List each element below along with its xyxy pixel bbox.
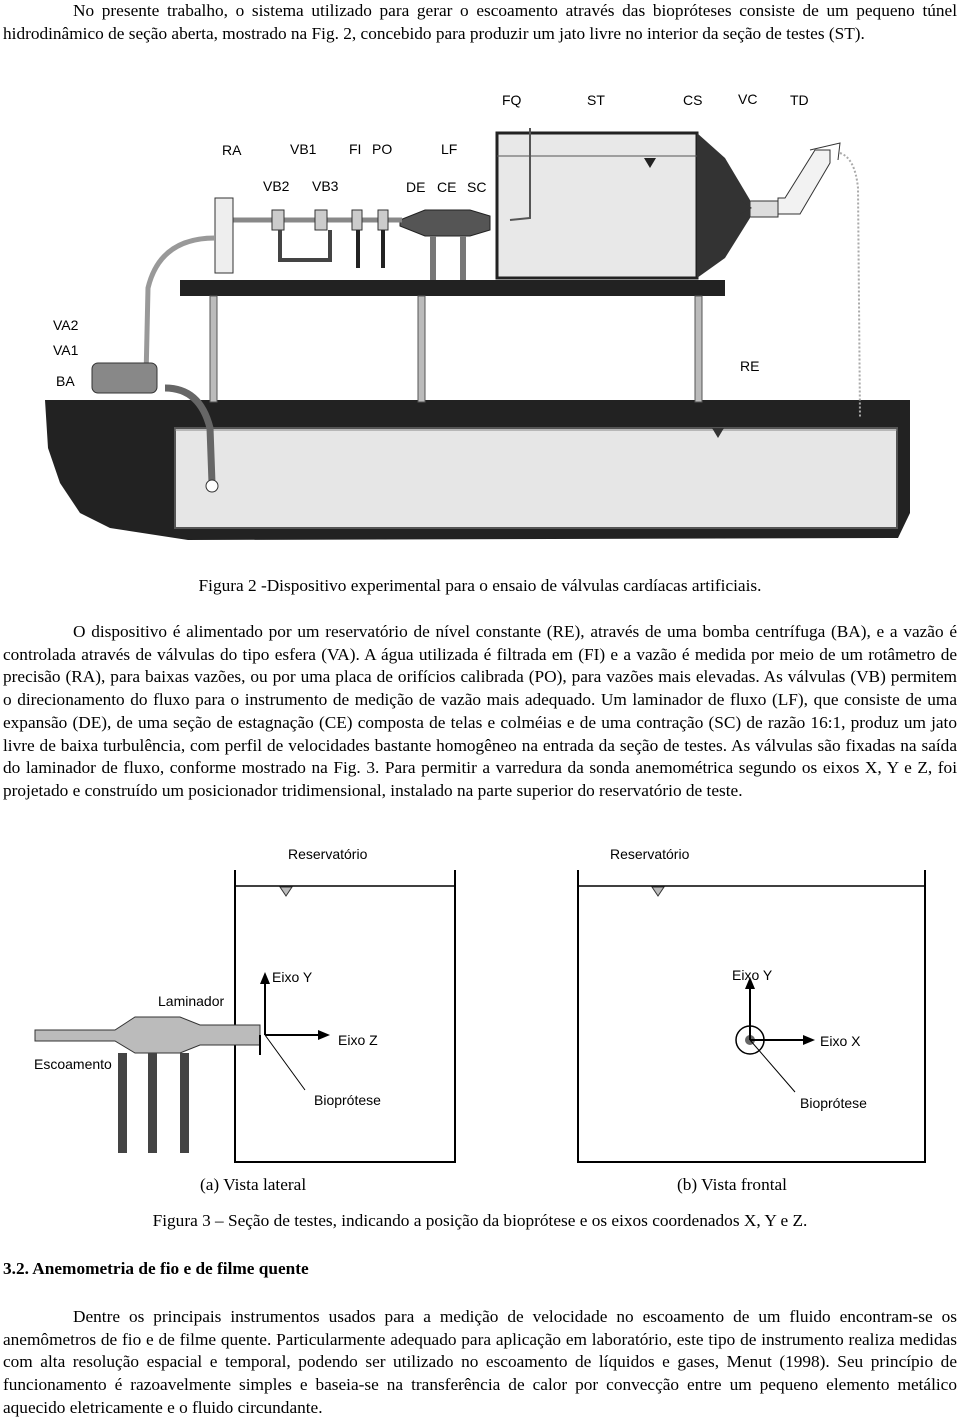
label-bioprotese-left: Bioprótese: [314, 1092, 381, 1108]
body-paragraph: O dispositivo é alimentado por um reservatório de nível constante (RE), através de uma bomba centrífuga (BA), e a vazão é controlada através de válvulas do tipo esfera (VA). A água utilizada é filtrada em (FI) e a vazão é medida por meio de um rotâmetro de precisão (RA), para baixas vazões, ou por uma placa de orifícios calibrada (PO), para vazões mais elevadas. As válvulas (VB) permitem o direcionamento do fluxo para o instrumento de medição de vazão mais adequado. Um laminador de fluxo (LF), que consiste de uma expansão (DE), de uma seção de estagnação (CE) composta de telas e colméias e de uma contração (SC) de razão 16:1, produz um jato livre de baixa turbulência, com perfil de velocidades bastante homogêneo na entrada da seção de testes. As válvulas são fixadas na saída do laminador de fluxo, conforme mostrado na Fig. 3. Para permitir a varredura da sonda anemométrica segundo os eixos X, Y e Z, foi projetado e construído um posicionador tridimensional, instalado na parte superior do reservatório de teste.: [3, 622, 957, 800]
figure-3b-front-view: [570, 842, 930, 1167]
label-ba: BA: [56, 373, 75, 389]
figure-3b-subcaption: (b) Vista frontal: [677, 1175, 787, 1194]
label-vb3: VB3: [312, 178, 339, 194]
figure-3a-subcaption: (a) Vista lateral: [200, 1175, 307, 1194]
intro-paragraph: No presente trabalho, o sistema utilizado para gerar o escoamento através das biopróteses consiste de um pequeno túnel hidrodinâmico de seção aberta, mostrado na Fig. 2, concebido para produzir um jato livre no interior da seção de testes (ST).: [3, 1, 957, 43]
label-eixo-x: Eixo X: [820, 1033, 861, 1049]
label-escoamento: Escoamento: [34, 1056, 112, 1072]
label-po: PO: [372, 141, 393, 157]
label-va2: VA2: [53, 317, 79, 333]
label-vc: VC: [738, 91, 758, 107]
label-st: ST: [587, 92, 605, 108]
label-lf: LF: [441, 141, 458, 157]
figure-2-caption: Figura 2 -Dispositivo experimental para o ensaio de válvulas cardíacas artificiais.: [198, 576, 762, 595]
label-eixo-y-right: Eixo Y: [732, 967, 773, 983]
label-vb2: VB2: [263, 178, 290, 194]
label-eixo-z: Eixo Z: [338, 1032, 378, 1048]
label-td: TD: [790, 92, 809, 108]
label-vb1: VB1: [290, 141, 317, 157]
label-reservatorio-right: Reservatório: [610, 846, 690, 862]
figure-2-apparatus-diagram: [40, 88, 920, 553]
label-reservatorio-left: Reservatório: [288, 846, 368, 862]
label-ra: RA: [222, 142, 242, 158]
figure-3-caption: Figura 3 – Seção de testes, indicando a posição da bioprótese e os eixos coordenados X, Y e Z.: [152, 1211, 808, 1230]
figure-3a-side-view: [30, 842, 460, 1167]
label-re: RE: [740, 358, 760, 374]
label-laminador: Laminador: [158, 993, 225, 1009]
label-ce: CE: [437, 179, 457, 195]
label-va1: VA1: [53, 342, 79, 358]
label-de: DE: [406, 179, 426, 195]
section-heading: 3.2. Anemometria de fio e de filme quente: [3, 1259, 309, 1278]
label-bioprotese-right: Bioprótese: [800, 1095, 867, 1111]
label-sc: SC: [467, 179, 487, 195]
final-paragraph: Dentre os principais instrumentos usados para a medição de velocidade no escoamento de um fluido encontram-se os anemômetros de fio e de filme quente. Particularmente adequado para aplicação em laboratório, este tipo de instrumento realiza medidas com alta resolução espacial e temporal, podendo ser utilizado no escoamento de líquidos e gases, Menut (1998). Seu princípio de funcionamento é razoavelmente simples e baseia-se na transferência de calor por convecção entre um pequeno elemento metálico aquecido eletricamente e o fluido circundante.: [3, 1307, 957, 1417]
label-fi: FI: [349, 141, 362, 157]
label-fq: FQ: [502, 92, 522, 108]
label-cs: CS: [683, 92, 703, 108]
label-eixo-y-left: Eixo Y: [272, 969, 313, 985]
